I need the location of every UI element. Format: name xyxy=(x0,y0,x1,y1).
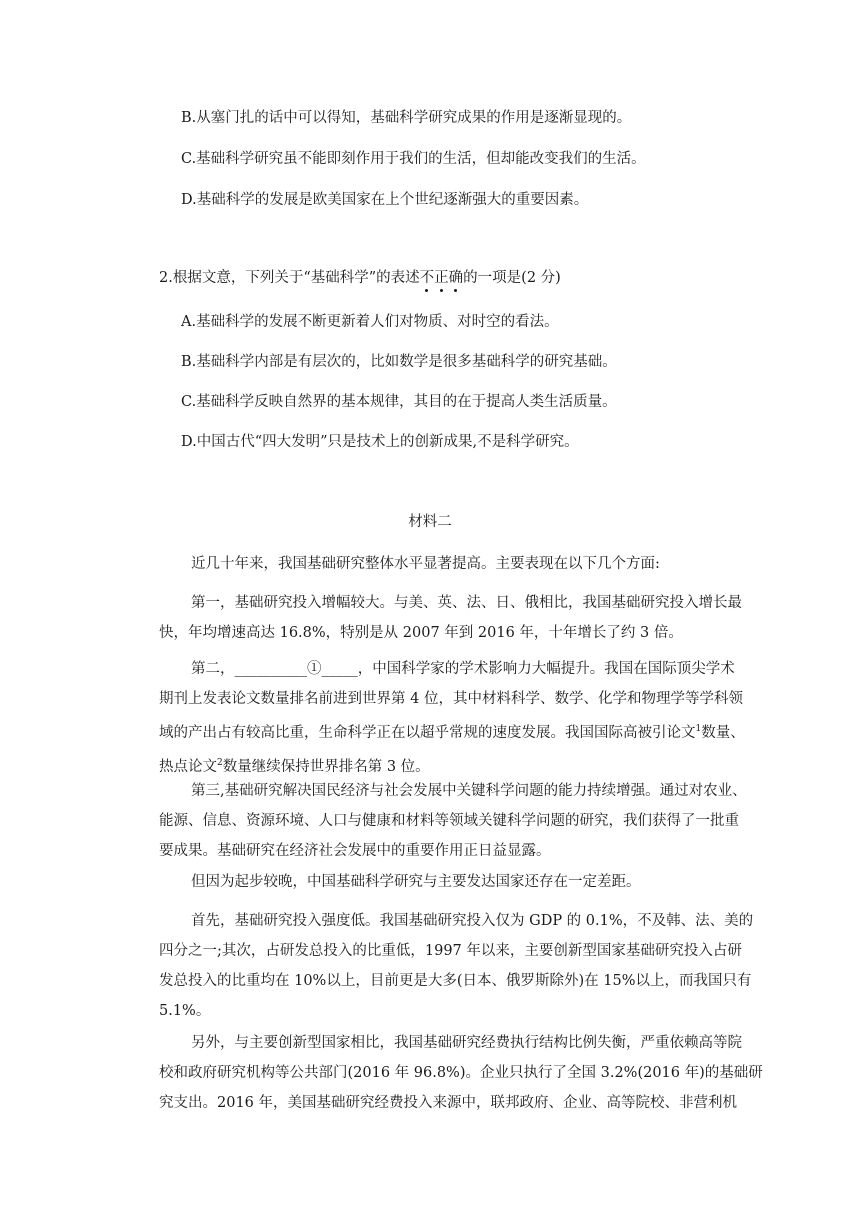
paragraph-line: 快，年均增速高达 16.8%，特别是从 2007 年到 2016 年，十年增长了约 3 倍。 xyxy=(159,625,683,641)
paragraph-line: 发总投入的比重均在 10%以上，目前更是大多(日本、俄罗斯除外)在 15%以上，而我国只有 xyxy=(159,973,752,989)
paragraph-line: 期刊上发表论文数量排名前进到世界第 4 位，其中材料科学、数学、化学和物理学等学科领 xyxy=(159,691,743,707)
paragraph-line: 校和政府研究机构等公共部门(2016 年 96.8%)。企业只执行了全国 3.2%(2016 年)的基础研 xyxy=(159,1065,763,1081)
paragraph-line xyxy=(159,714,745,748)
footnote-marker: 2 xyxy=(217,758,223,768)
paragraph-line: 第三,基础研究解决国民经济与社会发展中关键科学问题的能力持续增强。通过对农业、 xyxy=(191,783,747,799)
paragraph-line: 四分之一;其次，占研发总投入的比重低，1997 年以来，主要创新型国家基础研究投入占研 xyxy=(159,943,742,959)
q2-option-b: B.基础科学内部是有层次的，比如数学是很多基础科学的研究基础。 xyxy=(181,354,617,370)
q2-stem-post: 的一项是(2 分) xyxy=(463,270,561,286)
q2-emphasis-char: 不 xyxy=(419,270,435,286)
q2-option-d: D.中国古代“四大发明”只是技术上的创新成果,不是科学研究。 xyxy=(181,434,579,450)
paragraph-text: 数量继续保持世界排名第 3 位。 xyxy=(222,759,430,775)
paragraph-line: 第一，基础研究投入增幅较大。与美、英、法、日、俄相比，我国基础研究投入增长最 xyxy=(191,595,742,611)
q2-option-c: C.基础科学反映自然界的基本规律，其目的在于提高人类生活质量。 xyxy=(181,394,617,410)
q1-option-c: C.基础科学研究虽不能即刻作用于我们的生活，但却能改变我们的生活。 xyxy=(181,151,646,167)
paragraph-line: 第二，__________①_____，中国科学家的学术影响力大幅提升。我国在国际顶尖学术 xyxy=(191,661,735,677)
paragraph-text: 热点论文 xyxy=(159,759,217,775)
paragraph-line: 能源、信息、资源环境、人口与健康和材料等领域关键科学问题的研究，我们获得了一批重 xyxy=(159,813,739,829)
q2-emphasis-char: 正 xyxy=(434,270,449,286)
paragraph: 近几十年来，我国基础研究整体水平显著提高。主要表现在以下几个方面: xyxy=(191,556,660,572)
paragraph xyxy=(159,1028,763,1118)
paragraph xyxy=(159,776,747,866)
paragraph-text: 域的产出占有较高比重，生命科学正在以超乎常规的速度发展。我国国际高被引论文 xyxy=(159,725,696,741)
paragraph xyxy=(159,588,741,648)
paragraph-line: 首先，基础研究投入强度低。我国基础研究投入仅为 GDP 的 0.1%，不及韩、法、美的 xyxy=(191,913,754,929)
q2-option-a: A.基础科学的发展不断更新着人们对物质、对时空的看法。 xyxy=(181,314,559,330)
q2-stem xyxy=(159,266,561,287)
paragraph-line: 另外，与主要创新型国家相比，我国基础研究经费执行结构比例失衡，严重依赖高等院 xyxy=(191,1035,742,1051)
paragraph-line: 5.1%。 xyxy=(159,1003,211,1019)
q1-option-b: B.从塞门扎的话中可以得知，基础科学研究成果的作用是逐渐显现的。 xyxy=(181,110,632,126)
q2-stem-pre: 2.根据文意，下列关于“基础科学”的表述 xyxy=(159,270,420,286)
q2-emphasis-char: 确 xyxy=(448,270,464,286)
paragraph-line: 要成果。基础研究在经济社会发展中的重要作用正日益显露。 xyxy=(159,843,551,859)
footnote-marker: 1 xyxy=(695,724,702,734)
paragraph-text: 数量、 xyxy=(701,725,745,741)
paragraph: 但因为起步较晚，中国基础科学研究与主要发达国家还存在一定差距。 xyxy=(191,874,641,890)
paragraph-line: 究支出。2016 年，美国基础研究经费投入来源中，联邦政府、企业、高等院校、非营利机 xyxy=(159,1095,738,1111)
paragraph xyxy=(159,654,745,782)
q1-option-d: D.基础科学的发展是欧美国家在上个世纪逐渐强大的重要因素。 xyxy=(181,192,589,208)
material-title: 材料二 xyxy=(408,514,452,530)
paragraph xyxy=(159,906,754,1026)
